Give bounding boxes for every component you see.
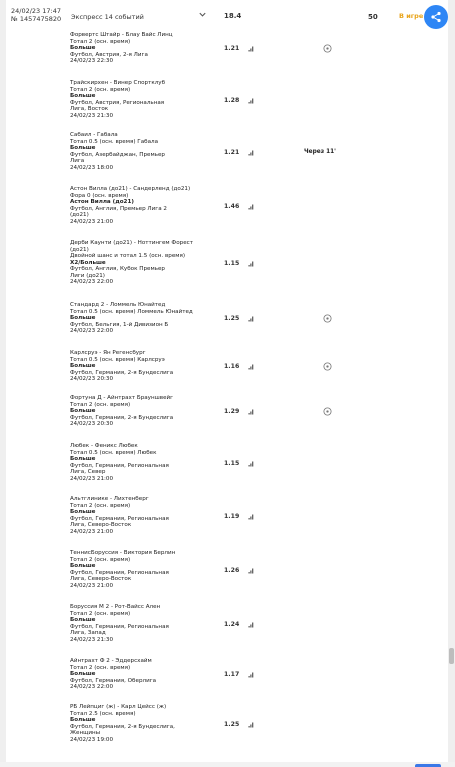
stats-bars-icon[interactable]	[248, 98, 254, 104]
bet-number: № 1457475820	[11, 14, 62, 23]
event-date: 24/02/23 21:30	[70, 112, 114, 119]
event-odd: 1.25	[224, 720, 240, 728]
event-teams: ТеннисБоруссия - Виктория Берлин	[70, 550, 176, 556]
event-date: 24/02/23 18:00	[70, 164, 114, 171]
event-detail: Женщины	[70, 730, 101, 736]
stats-bars-icon[interactable]	[248, 461, 254, 467]
left-border	[0, 0, 6, 767]
event-date: 24/02/23 21:00	[70, 218, 114, 225]
event-item[interactable]	[70, 496, 370, 535]
event-date: 24/02/23 20:30	[70, 376, 114, 382]
event-odd: 1.19	[224, 512, 240, 520]
event-detail: Лига, Запад	[70, 630, 106, 636]
event-item[interactable]	[70, 240, 370, 286]
event-detail: Тотал 2 (осн. время)	[70, 401, 131, 408]
event-detail: Футбол, Азербайджан, Премьер	[70, 151, 165, 158]
event-teams: Трайскирхен - Винер Спортклуб	[70, 80, 166, 86]
event-detail: Лига	[70, 158, 85, 164]
event-teams: РБ Лейпциг (ж) - Карл Цейсс (ж)	[70, 704, 167, 710]
event-detail: Лига, Север	[70, 469, 106, 475]
share-icon	[430, 11, 442, 23]
event-detail: Фора 0 (осн. время)	[70, 192, 129, 199]
bet-header[interactable]	[0, 0, 455, 30]
stats-bars-icon[interactable]	[248, 409, 254, 415]
stats-bars-icon[interactable]	[248, 722, 254, 728]
event-date: 24/02/23 21:00	[70, 582, 114, 589]
clock-icon	[323, 314, 332, 323]
event-detail: Больше	[70, 363, 96, 369]
event-odd: 1.21	[224, 45, 240, 53]
stats-bars-icon[interactable]	[248, 364, 254, 370]
event-date: 24/02/23 21:00	[70, 475, 114, 482]
event-detail: Тотал 2 (осн. время)	[70, 556, 131, 563]
event-detail: Больше	[70, 671, 96, 677]
total-coefficient: 18.4	[224, 12, 242, 20]
bet-datetime-block	[11, 8, 61, 23]
event-item[interactable]	[70, 604, 370, 643]
event-date: 24/02/23 21:30	[70, 636, 114, 643]
event-detail: Лига, Северо-Восток	[70, 576, 132, 582]
event-detail: Футбол, Англия, Премьер Лига 2	[70, 205, 167, 212]
event-date: 24/02/23 22:30	[70, 58, 114, 64]
event-date: 24/02/23 22:00	[70, 328, 114, 334]
chevron-down-icon[interactable]	[198, 10, 207, 19]
share-button[interactable]	[424, 5, 448, 29]
stats-bars-icon[interactable]	[248, 672, 254, 678]
event-detail: Футбол, Германия, Региональная	[70, 569, 169, 576]
stats-bars-icon[interactable]	[248, 316, 254, 322]
event-item[interactable]	[70, 704, 370, 743]
event-teams: Айнтрахт Ф 2 - Эддерсхайм	[70, 658, 152, 664]
event-odd: 1.26	[224, 566, 240, 574]
bottom-border	[0, 762, 455, 767]
event-odd: 1.24	[224, 620, 240, 628]
event-detail: Футбол, Германия, Оберлига	[70, 677, 157, 684]
event-detail: Тотал 2 (осн. время)	[70, 664, 131, 671]
event-item[interactable]	[70, 80, 370, 119]
event-detail: Футбол, Германия, Региональная	[70, 515, 169, 522]
event-item[interactable]	[70, 186, 370, 225]
event-detail: Больше	[70, 93, 96, 99]
event-detail: Больше	[70, 509, 96, 515]
event-detail: Футбол, Германия, Региональная	[70, 462, 169, 469]
scrollbar-thumb[interactable]	[449, 648, 454, 664]
stats-bars-icon[interactable]	[248, 514, 254, 520]
event-teams: Дерби Каунти (до21) - Ноттингем Форест	[70, 240, 193, 246]
event-odd: 1.25	[224, 315, 240, 323]
event-teams: Сабаил - Габала	[70, 132, 118, 138]
bet-stake: 50	[368, 13, 378, 21]
event-detail: Футбол, Англия, Кубок Премьер	[70, 266, 165, 272]
event-detail: Тотал 2 (осн. время)	[70, 86, 131, 93]
stats-bars-icon[interactable]	[248, 150, 254, 156]
event-item[interactable]	[70, 550, 370, 589]
event-odd: 1.29	[224, 408, 240, 416]
bet-datetime: 24/02/23 17:47	[11, 7, 61, 15]
event-detail: Больше	[70, 563, 96, 569]
clock-icon	[323, 362, 332, 371]
event-detail: Тотал 0.5 (осн. время) Любек	[70, 449, 157, 456]
event-date: 24/02/23 22:00	[70, 279, 114, 285]
event-detail: Тотал 0.5 (осн. время) Карлсруэ	[70, 356, 165, 363]
event-teams: Боруссия М 2 - Рот-Вайсс Ален	[70, 604, 161, 610]
event-detail: X2/Больше	[70, 259, 106, 266]
stats-bars-icon[interactable]	[248, 568, 254, 574]
event-odd: 1.28	[224, 96, 240, 104]
event-odd: 1.15	[224, 259, 240, 267]
event-detail: Тотал 2.5 (осн. время)	[70, 710, 136, 717]
event-date: 24/02/23 21:00	[70, 528, 114, 535]
event-live-timer: Через 11'	[304, 148, 336, 155]
clock-icon	[323, 44, 332, 53]
clock-icon	[323, 407, 332, 416]
event-detail: Больше	[70, 717, 96, 723]
bet-status: В игре	[399, 12, 424, 20]
event-detail: Футбол, Бельгия, 1-й Дивизион Б	[70, 321, 169, 328]
event-detail: Футбол, Австрия, 2-я Лига	[70, 51, 148, 58]
event-detail: Больше	[70, 315, 96, 321]
event-date: 24/02/23 20:30	[70, 421, 114, 427]
event-teams: Карлсруэ - Ян Регенсбург	[70, 350, 146, 356]
event-item[interactable]	[70, 658, 370, 691]
event-detail: Больше	[70, 45, 96, 51]
stats-bars-icon[interactable]	[248, 204, 254, 210]
event-teams: Стандард 2 - Ломмель Юнайтед	[70, 302, 166, 308]
stats-bars-icon[interactable]	[248, 261, 254, 267]
event-detail: Астон Вилла (до21)	[70, 199, 134, 205]
event-date: 24/02/23 19:00	[70, 736, 114, 743]
event-detail: Больше	[70, 145, 96, 151]
event-teams: Астон Вилла (до21) - Сандерленд (до21)	[70, 186, 191, 192]
event-odd: 1.16	[224, 363, 240, 371]
event-teams: Любек - Феникс Любек	[70, 443, 138, 449]
event-detail: Лига, Северо-Восток	[70, 522, 132, 528]
event-detail: Футбол, Германия, Региональная	[70, 623, 169, 630]
event-item[interactable]	[70, 443, 370, 482]
event-detail: Футбол, Австрия, Региональная	[70, 99, 165, 106]
stats-bars-icon[interactable]	[248, 622, 254, 628]
event-detail: Больше	[70, 408, 96, 414]
event-odd: 1.17	[224, 671, 240, 679]
event-detail: Тотал 2 (осн. время)	[70, 502, 131, 509]
event-detail: Футбол, Германия, 2-я Бундеслига	[70, 414, 174, 421]
event-date: 24/02/23 22:00	[70, 684, 114, 690]
event-detail: Двойной шанс и тотал 1.5 (осн. время)	[70, 253, 186, 259]
event-detail: Лига, Восток	[70, 106, 109, 112]
event-odd: 1.21	[224, 148, 240, 156]
event-teams: Форвертс Штайр - Блау Вайс Линц	[70, 32, 173, 38]
event-odd: 1.15	[224, 459, 240, 467]
event-detail: Тотал 0.5 (осн. время) Ломмель Юнайтед	[70, 308, 193, 315]
event-detail: Лиги (до21)	[70, 272, 105, 279]
event-detail: Футбол, Германия, 2-я Бундеслига	[70, 369, 174, 376]
event-detail: Футбол, Германия, 2-я Бундеслига,	[70, 723, 175, 730]
event-detail: Тотал 2 (осн. время)	[70, 38, 131, 45]
event-teams: Альтглинике - Лихтенберг	[70, 496, 149, 502]
event-detail: (до21)	[70, 246, 89, 253]
event-detail: Тотал 0.5 (осн. время) Габала	[70, 138, 159, 145]
event-detail: Больше	[70, 617, 96, 623]
bet-title: Экспресс 14 событий	[71, 13, 144, 21]
event-detail: (до21)	[70, 212, 89, 218]
event-detail: Тотал 2 (осн. время)	[70, 610, 131, 617]
event-detail: Больше	[70, 456, 96, 462]
stats-bars-icon[interactable]	[248, 46, 254, 52]
event-teams: Фортуна Д - Айнтрахт Брауншвейг	[70, 395, 174, 401]
event-odd: 1.46	[224, 202, 240, 210]
